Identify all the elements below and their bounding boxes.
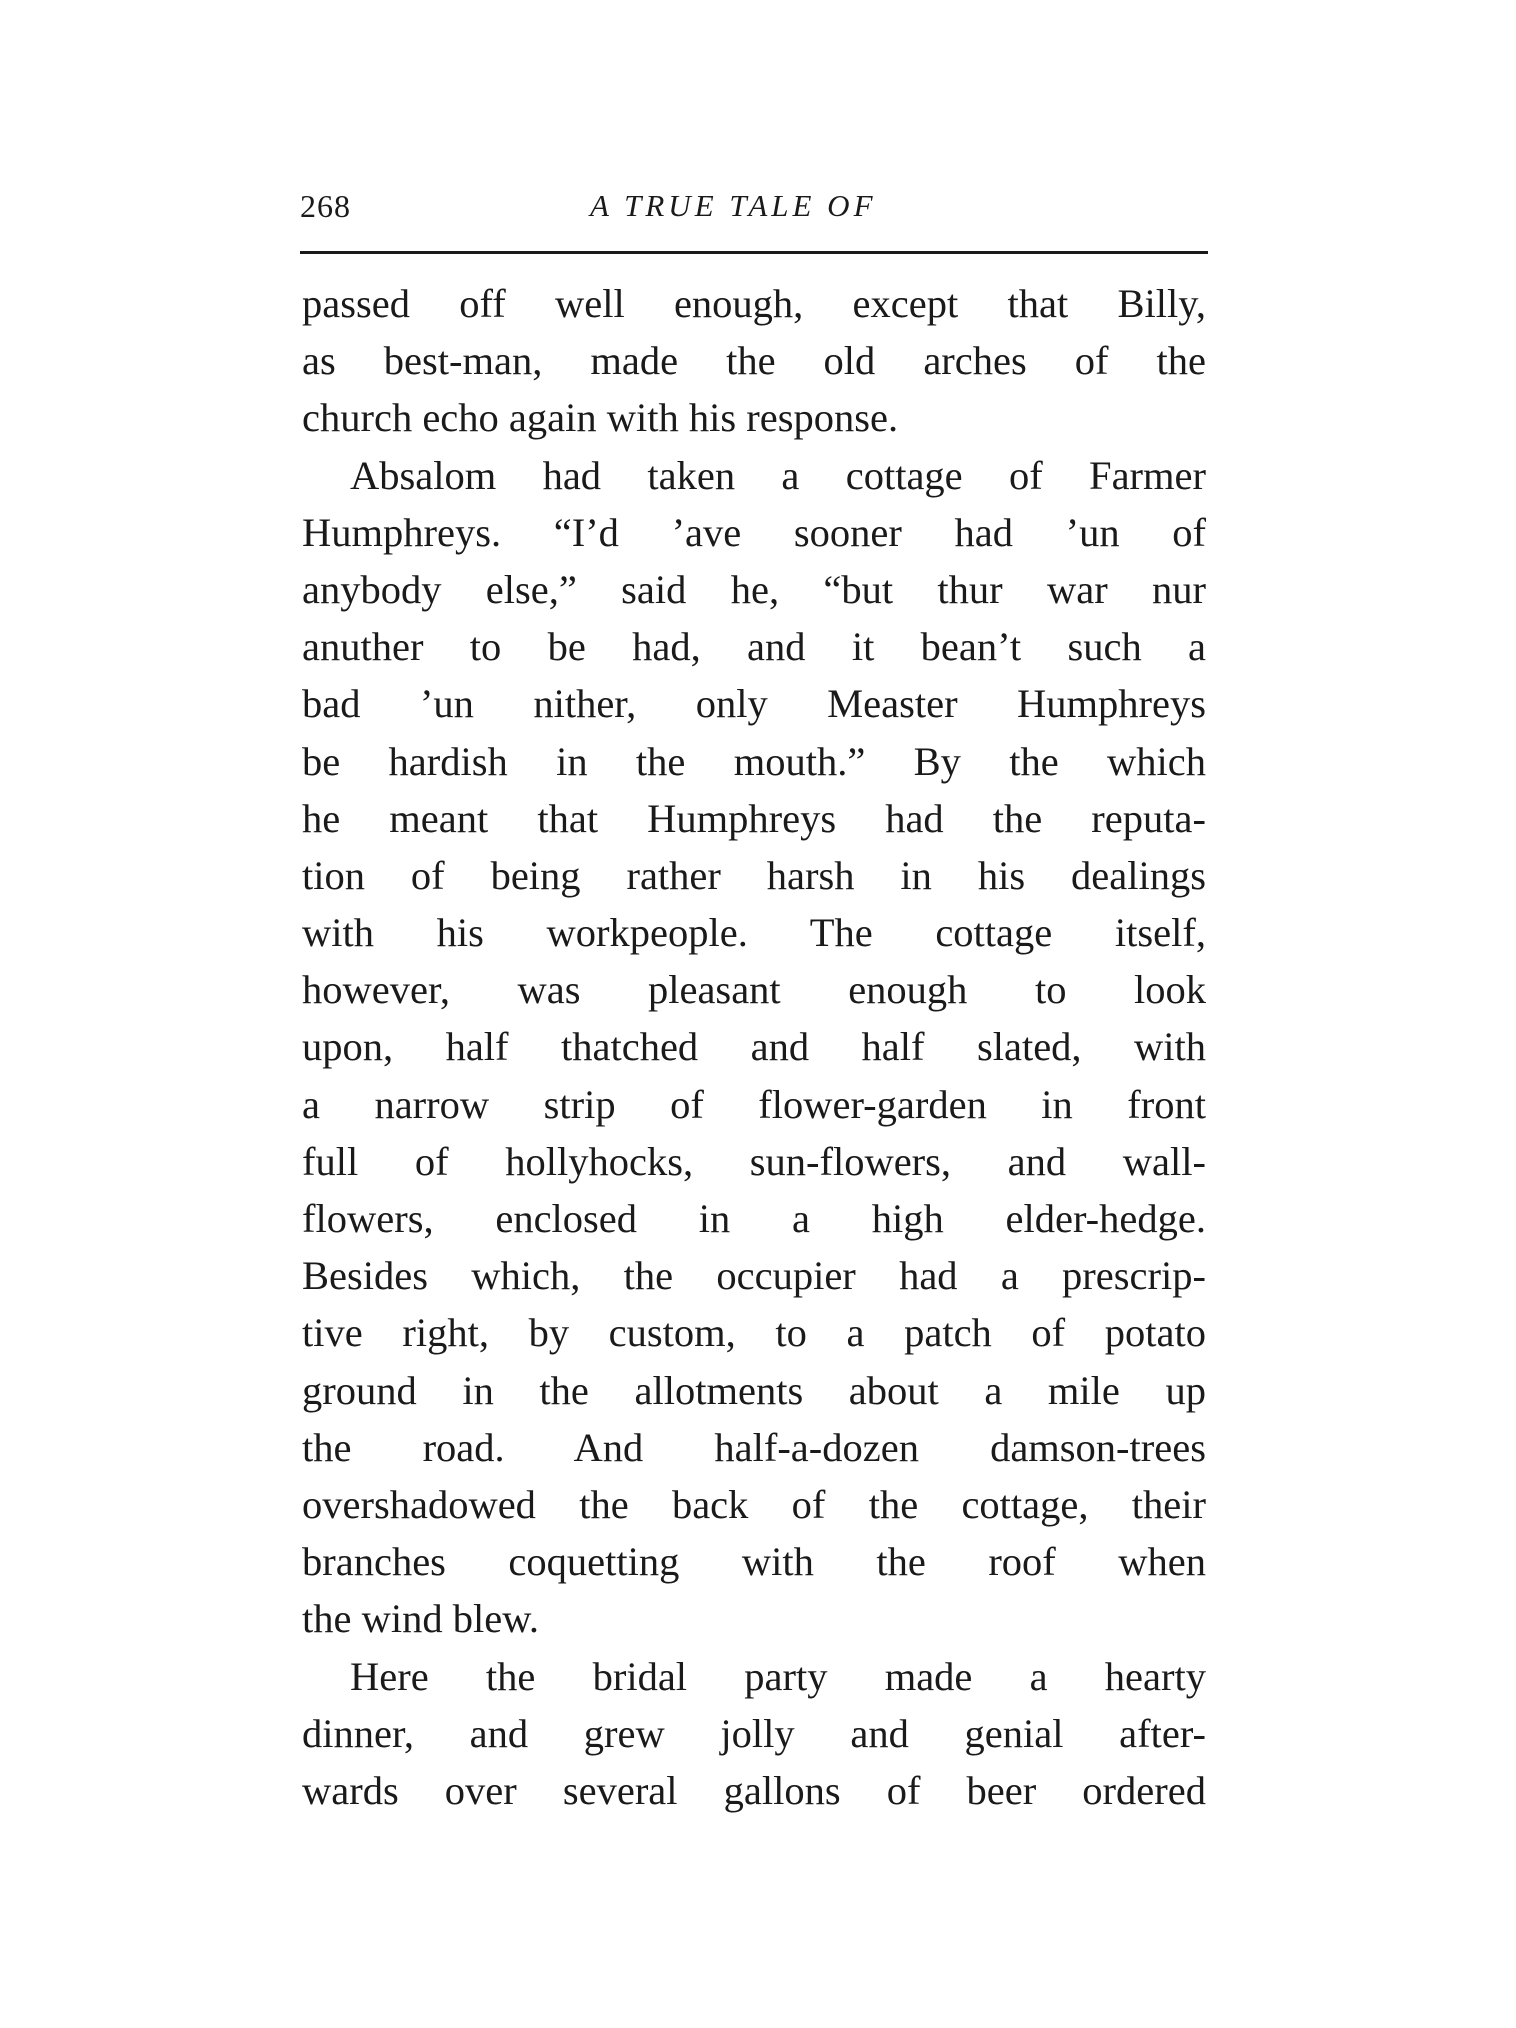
text-line: as best-man, made the old arches of the [302,338,1206,384]
page-number: 268 [300,188,351,224]
text-line: he meant that Humphreys had the reputa- [302,795,1206,841]
text-line: tive right, by custom, to a patch of potato [302,1310,1206,1356]
text-line: overshadowed the back of the cottage, their [302,1481,1206,1527]
text-line: flowers, enclosed in a high elder-hedge. [302,1196,1206,1241]
text-line: bad ’un nither, only Measter Humphreys [302,681,1206,727]
header-rule [300,251,1208,254]
body-text [302,275,1206,1819]
text-line: however, was pleasant enough to look [302,967,1206,1013]
text-line: tion of being rather harsh in his dealings [302,852,1206,898]
page-header [300,188,1208,238]
text-line: anuther to be had, and it bean’t such a [302,624,1206,670]
text-line: upon, half thatched and half slated, with [302,1024,1206,1070]
text-line: Here the bridal party made a hearty [350,1653,1206,1699]
text-line: Besides which, the occupier had a prescrip- [302,1253,1206,1299]
text-line: with his workpeople. The cottage itself, [302,910,1206,956]
text-line: the wind blew. [302,1596,539,1642]
text-line: anybody else,” said he, “but thur war nur [302,566,1206,612]
running-head: A TRUE TALE OF [590,188,877,223]
text-line: full of hollyhocks, sun-flowers, and wall- [302,1138,1206,1184]
text-line: the road. And half-a-dozen damson-trees [302,1424,1206,1470]
text-line: Absalom had taken a cottage of Farmer [350,452,1206,498]
text-line: ground in the allotments about a mile up [302,1367,1206,1413]
text-line: branches coquetting with the roof when [302,1539,1206,1585]
text-line: wards over several gallons of beer ordered [302,1767,1206,1813]
text-line: a narrow strip of flower-garden in front [302,1081,1206,1127]
text-line: be hardish in the mouth.” By the which [302,738,1206,784]
text-line: Humphreys. “I’d ’ave sooner had ’un of [302,509,1206,555]
text-line: dinner, and grew jolly and genial after- [302,1710,1206,1756]
text-line: passed off well enough, except that Billy, [302,281,1206,326]
text-line: church echo again with his response. [302,395,899,441]
